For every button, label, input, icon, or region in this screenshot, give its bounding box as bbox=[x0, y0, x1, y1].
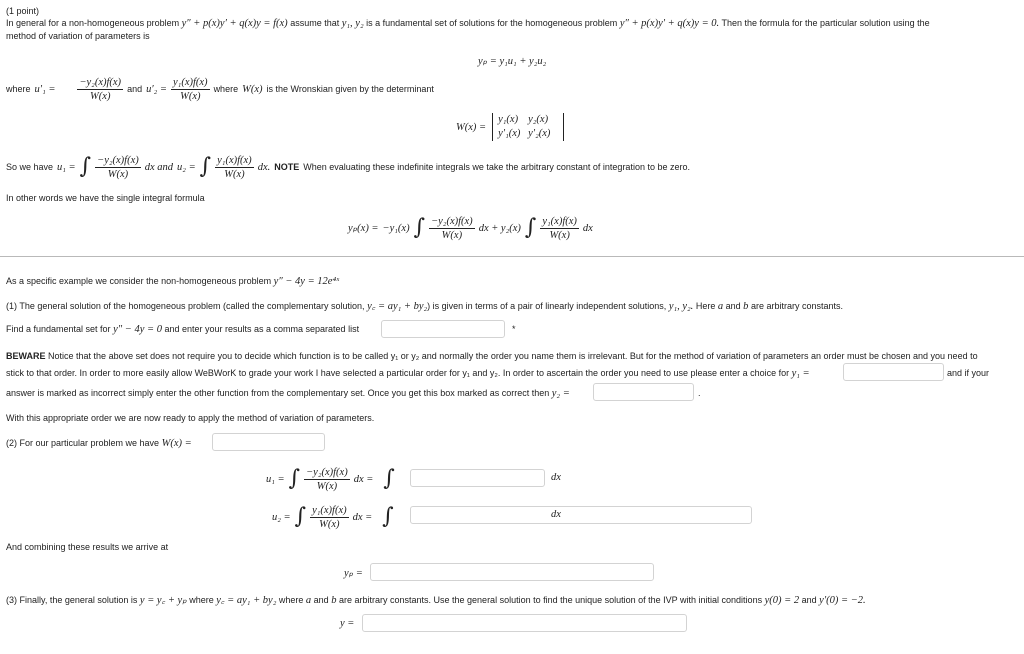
single-integral-text: In other words we have the single integral formula bbox=[6, 193, 205, 203]
section-divider bbox=[0, 256, 1024, 257]
beware-line-2: stick to that order. In order to more easily allow WeBWorK to grade your work I have selected a particular order for y₁ and y₂. In order to ascertain the order you need to use please enter a choice for y₁ = bbox=[6, 368, 810, 379]
yp-formula: yₚ = y₁u₁ + y₂u₂ bbox=[478, 56, 547, 67]
u2-integral-row: u₂ = ∫ $\frac{\text{y₁(x)f(x)}}{W(x)}$ dx = ∫ bbox=[272, 504, 394, 530]
u1-dx-label: dx bbox=[551, 472, 561, 483]
y-label: y = bbox=[340, 618, 355, 629]
u1-integral-row: u₁ = ∫ $\frac{\text{−y₂(x)f(x)}}{W(x)}$ dx = ∫ bbox=[266, 466, 395, 492]
u2-integrand-input[interactable] bbox=[410, 506, 752, 524]
wronskian-matrix: y₁(x) y₂(x) y′₁(x) y′₂(x) bbox=[492, 113, 564, 141]
beware-line-3: answer is marked as incorrect simply enter the other function from the complementary set. Once you get this box marked as correct then y₂ = bbox=[6, 388, 570, 399]
u2-prime-fraction: $\frac{\text{y₁(x)f(x)}}{W(x)}$ bbox=[173, 76, 208, 102]
yp-label: yₚ = bbox=[344, 568, 363, 579]
intro-line-1: In general for a non-homogeneous problem y″ + p(x)y′ + q(x)y = f(x) assume that y₁, y₂ is a fundamental set of solutions for the homogeneous problem y″ + p(x)y′ + q(x)y = 0. Then the formula for the particular solution using the bbox=[6, 18, 930, 29]
example-line: As a specific example we consider the non-homogeneous problem y″ − 4y = 12e⁴ˣ bbox=[6, 276, 340, 287]
beware-line-1: BEWARE Notice that the above set does not require you to decide which function is to be called y₁ or y₂ and normally the order you name them is irrelevant. But for the method of variation of parameters an order must be chosen and you need to bbox=[6, 351, 978, 361]
combining-line: And combining these results we arrive at bbox=[6, 542, 169, 552]
yp-input[interactable] bbox=[370, 563, 654, 581]
u1-prime-fraction: $\frac{\text{−y₂(x)f(x)}}{W(x)}$ bbox=[79, 76, 122, 102]
wronskian-input[interactable] bbox=[212, 433, 325, 451]
so-we-have-line: So we have u₁ = ∫ $\frac{\text{−y₂(x)f(x)}}{W(x)}$ dx and u₂ = ∫ $\frac{\text{y₁(x)f(x)}}{W(x)}$ dx. NOTE When evaluating these indefinite integrals we take the arbitrary constant of integration to be zero. bbox=[6, 154, 690, 180]
y-solution-input[interactable] bbox=[362, 614, 687, 632]
single-integral-formula: yₚ(x) = −y₁(x) ∫ $\frac{\text{−y₂(x)f(x)}}{W(x)}$ dx + y₂(x) ∫ $\frac{\text{y₁(x)f(x)}}{W(x)}$ dx bbox=[348, 215, 593, 241]
part1-line: (1) The general solution of the homogeneous problem (called the complementary solution, y꜀ = ay₁ + by₂) is given in terms of a pair of linearly independent solutions, y₁, y₂. Here a and b are arbitrary constants. bbox=[6, 301, 843, 312]
fundamental-set-input[interactable] bbox=[381, 320, 505, 338]
beware-line-3-end: . bbox=[698, 388, 701, 398]
part2-line: (2) For our particular problem we have W(x) = bbox=[6, 438, 192, 449]
u2-dx-label: dx bbox=[551, 509, 561, 520]
y1-input[interactable] bbox=[843, 363, 944, 381]
u-prime-definitions: where u′₁ = $\frac{\text{−y₂(x)f(x)}}{W(x)}$ and u′₂ = $\frac{\text{y₁(x)f(x)}}{W(x)}$ where W(x) is the Wronskian given by the determinant bbox=[6, 76, 434, 102]
find-fundamental-set-line: Find a fundamental set for y″ − 4y = 0 and enter your results as a comma separated list bbox=[6, 324, 360, 335]
part3-line: (3) Finally, the general solution is y = y꜀ + yₚ where y꜀ = ay₁ + by₂ where a and b are arbitrary constants. Use the general solution to find the unique solution of the IVP with initial conditions y(0) = 2 and y′(0) = −2. bbox=[6, 595, 866, 606]
required-asterisk: * bbox=[512, 324, 516, 334]
order-line: With this appropriate order we are now ready to apply the method of variation of parameters. bbox=[6, 413, 375, 423]
wronskian-determinant: W(x) = y₁(x) y₂(x) y′₁(x) y′₂(x) bbox=[456, 113, 564, 141]
u1-integrand-input[interactable] bbox=[410, 469, 545, 487]
points-label: (1 point) bbox=[6, 6, 40, 16]
intro-line-2: method of variation of parameters is bbox=[6, 31, 150, 41]
y2-input[interactable] bbox=[593, 383, 694, 401]
beware-line-2-end: and if your bbox=[947, 368, 990, 378]
